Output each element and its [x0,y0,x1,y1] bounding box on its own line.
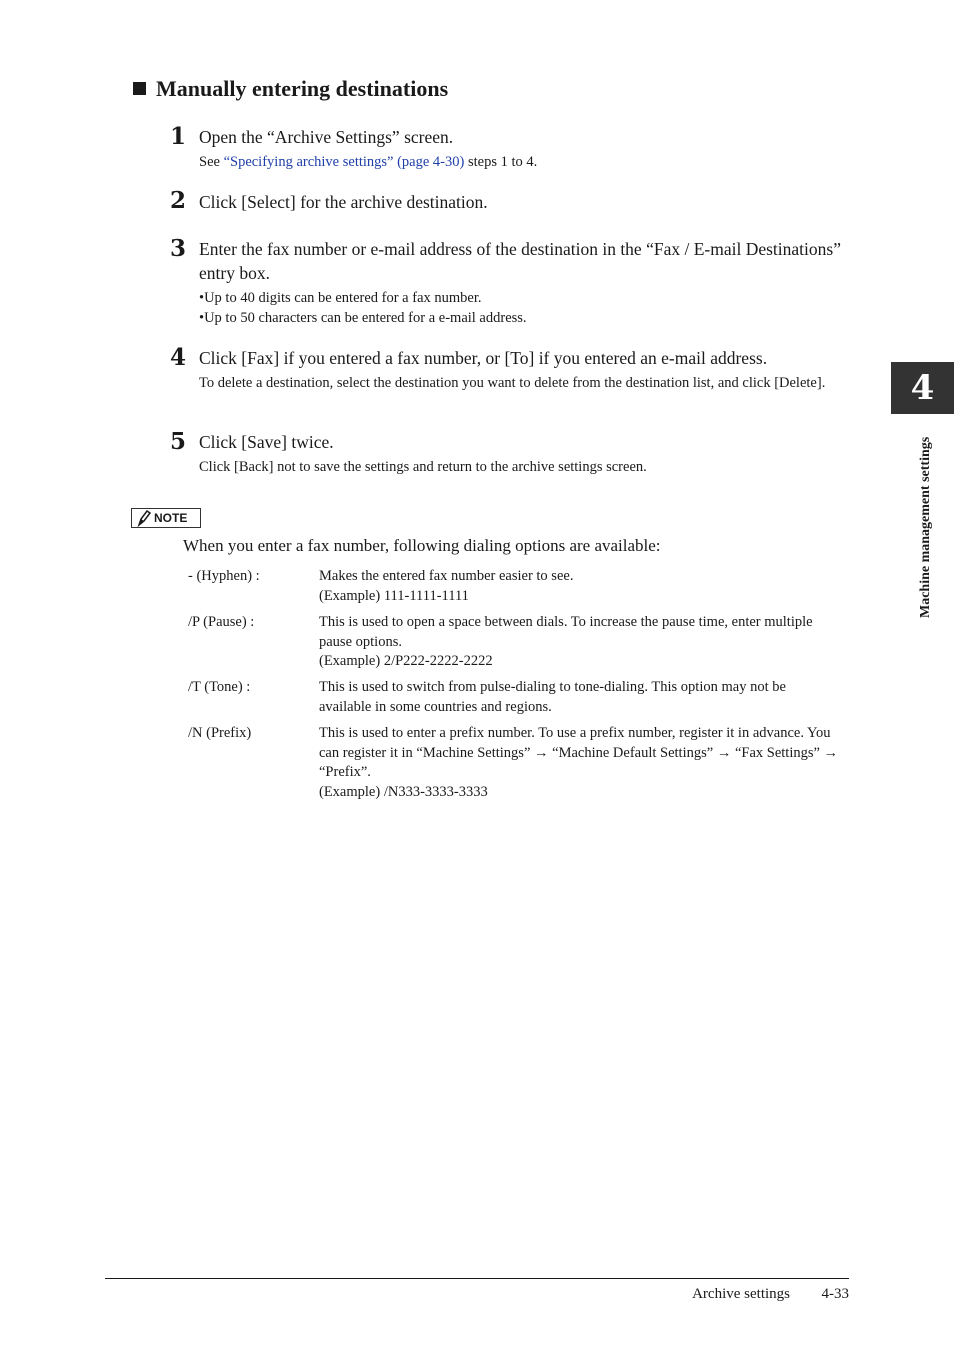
option-example: (Example) 111-1111-1111 [319,587,469,604]
option-desc-line: This is used to open a space between dials. To increase the pause time, enter multiple pause options. [319,614,813,650]
bullet-text: Up to 50 characters can be entered for a e-mail address. [204,310,527,326]
side-label-text: Machine management settings [918,436,933,618]
step-3-text: Enter the fax number or e-mail address of the destination in the “Fax / E-mail Destinations” entry box. [199,239,841,283]
option-desc-tone [319,678,839,717]
square-bullet-icon [133,82,146,95]
option-term-pause: /P (Pause) : [188,614,255,630]
pencil-icon [136,509,152,527]
step-2-text: Click [Select] for the archive destination. [199,192,488,212]
chapter-side-label [916,436,936,618]
step-4-sub: To delete a destination, select the destination you want to delete from the destination list, and click [Delete]. [199,375,826,391]
option-desc-hyphen [319,567,839,606]
step-1-text: Open the “Archive Settings” screen. [199,127,454,147]
option-desc-prefix [319,724,839,802]
step-5-text: Click [Save] twice. [199,432,334,452]
see-prefix: See [199,154,224,170]
step-number-1: 1 [169,123,186,150]
step-number-4: 4 [169,344,186,371]
step-5-sub: Click [Back] not to save the settings and return to the archive settings screen. [199,459,647,475]
section-heading [133,76,448,102]
note-badge [131,508,201,528]
step-4-text: Click [Fax] if you entered a fax number, or [To] if you entered an e-mail address. [199,348,768,368]
cross-reference-link[interactable]: “Specifying archive settings” (page 4-30) [223,154,465,170]
step-3-bullet-2: •Up to 50 characters can be entered for a e-mail address. [199,310,527,326]
option-desc-pause [319,613,839,672]
step-number-2: 2 [169,187,186,214]
footer-rule [105,1278,849,1279]
step-number-5: 5 [169,428,186,455]
note-intro: When you enter a fax number, following dialing options are available: [183,536,661,555]
bullet-text: Up to 40 digits can be entered for a fax number. [204,290,482,306]
note-label: NOTE [154,511,188,525]
option-term-hyphen: - (Hyphen) : [188,568,260,584]
option-example: (Example) /N333-3333-3333 [319,783,488,800]
option-term-tone: /T (Tone) : [188,679,251,695]
option-desc-line: This is used to enter a prefix number. To use a prefix number, register it in advance. You can register it in “Machine Settings” → “Machine Default Settings” → “Fax Settings” → “Prefix”. [319,725,839,780]
option-desc-line: Makes the entered fax number easier to see. [319,568,574,584]
see-suffix: steps 1 to 4. [464,154,538,170]
option-desc-line: This is used to switch from pulse-dialing to tone-dialing. This option may not be available in some countries and regions. [319,679,786,715]
footer-page-number: 4-33 [821,1286,849,1302]
section-title: Manually entering destinations [156,76,449,101]
step-number-3: 3 [169,235,186,262]
chapter-tab: 4 [891,362,954,414]
step-1-sub [199,152,859,172]
option-example: (Example) 2/P222-2222-2222 [319,653,493,669]
option-term-prefix: /N (Prefix) [188,725,252,741]
step-3-bullet-1: •Up to 40 digits can be entered for a fax number. [199,290,482,306]
footer-section: Archive settings [692,1286,790,1302]
